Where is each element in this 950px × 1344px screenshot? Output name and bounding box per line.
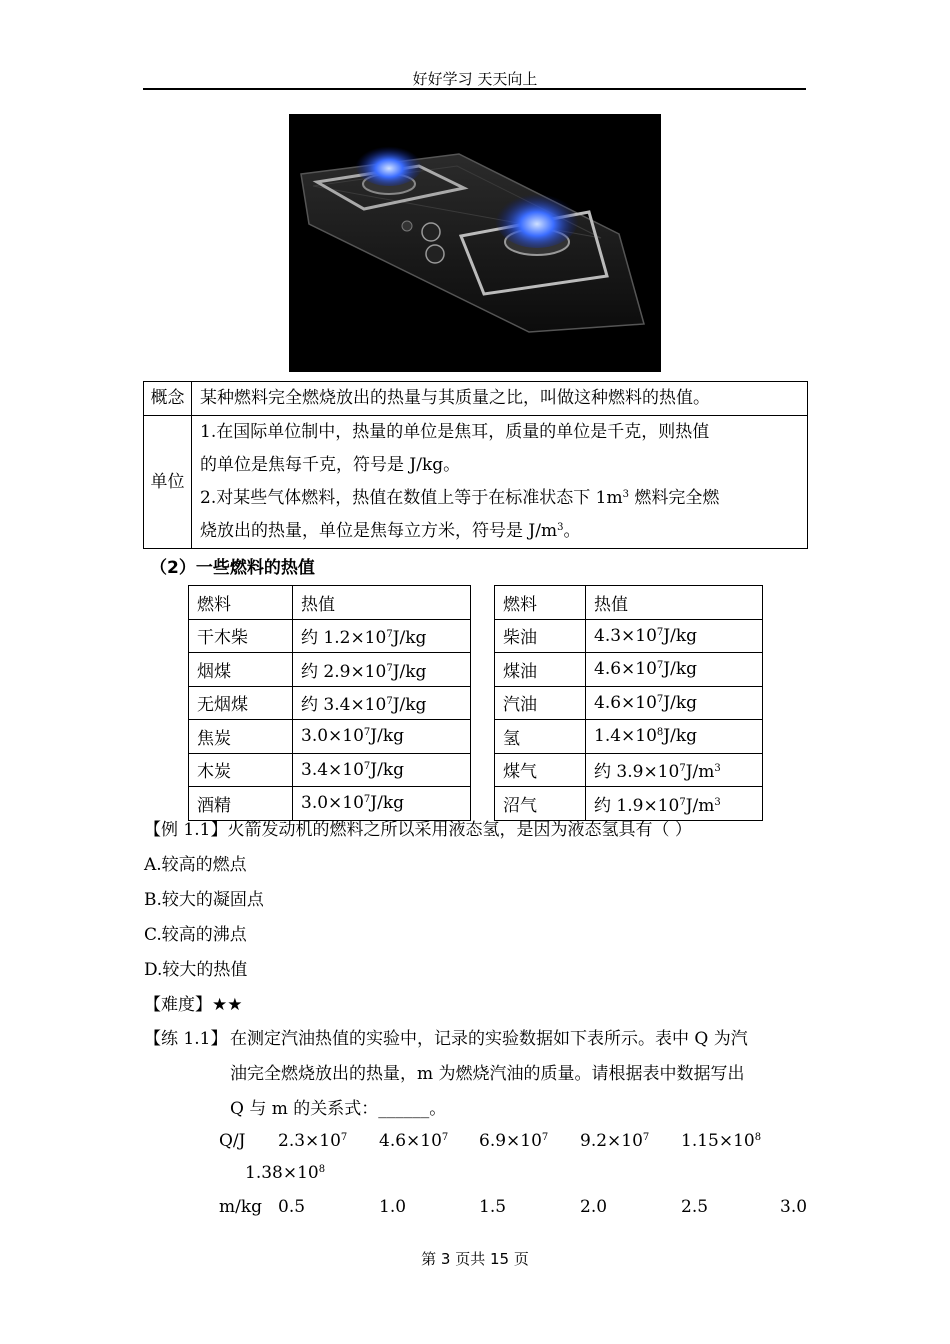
- heat-value: $1.4\times 10^8J/kg$: [586, 720, 763, 754]
- q-value-4: $9.2\times 10^7$: [580, 1131, 650, 1151]
- option-c: C.较高的沸点: [144, 925, 247, 945]
- heat-value: $3.0\times 10^7J/kg$: [293, 720, 471, 754]
- example-question: 【例 1.1】火箭发动机的燃料之所以采用液态氢，是因为液态氢具有（ ）: [144, 820, 692, 840]
- fuel-name: 煤油: [495, 653, 586, 687]
- fuel-table-left: [188, 585, 471, 821]
- table-row: [189, 619, 471, 653]
- column-header: 燃料: [495, 586, 586, 620]
- table-row: [495, 653, 763, 687]
- option-d: D.较大的热值: [144, 960, 248, 980]
- unit-line-1: 1.在国际单位制中，热量的单位是焦耳，质量的单位是千克，则热值: [200, 422, 710, 442]
- practice-line-1: 在测定汽油热值的实验中，记录的实验数据如下表所示。表中 Q 为汽: [230, 1029, 748, 1049]
- m-data-row: [0, 1197, 950, 1221]
- fuel-name: 汽油: [495, 686, 586, 720]
- fuel-name: 干木柴: [189, 619, 293, 653]
- m-value-5: 2.5: [681, 1197, 709, 1217]
- section-title: （2）一些燃料的热值: [150, 558, 315, 578]
- gas-stove-photo: [289, 114, 661, 372]
- table-row: [495, 619, 763, 653]
- unit-label: 单位: [144, 416, 192, 549]
- difficulty: [144, 988, 242, 1023]
- unit-line-3: 2.对某些气体燃料，热值在数值上等于在标准状态下 $1m^3$ 燃料完全燃: [200, 488, 720, 508]
- heat-value: $4.6\times 10^7J/kg$: [586, 653, 763, 687]
- heat-value: $4.3\times 10^7J/kg$: [586, 619, 763, 653]
- heat-value: $4.6\times 10^7J/kg$: [586, 686, 763, 720]
- q-value-1: $2.3\times 10^7$: [278, 1131, 348, 1151]
- fuel-name: 焦炭: [189, 720, 293, 754]
- fuel-name: 木炭: [189, 753, 293, 787]
- m-value-4: 2.0: [580, 1197, 608, 1217]
- table-row: [189, 686, 471, 720]
- heat-value: 约 $1.2\times 10^7J/kg$: [293, 619, 471, 653]
- m-value-1: 0.5: [278, 1197, 306, 1217]
- heat-value: $3.0\times 10^7J/kg$: [293, 787, 471, 821]
- difficulty-label: 【难度】: [144, 995, 212, 1015]
- fuel-name: 无烟煤: [189, 686, 293, 720]
- practice-line-2: 油完全燃烧放出的热量，m 为燃烧汽油的质量。请根据表中数据写出: [230, 1064, 745, 1084]
- practice-line-3: Q 与 m 的关系式：______。: [230, 1099, 447, 1119]
- m-value-3: 1.5: [479, 1197, 507, 1217]
- practice-label: 【练 1.1】: [144, 1029, 228, 1049]
- fuel-name: 烟煤: [189, 653, 293, 687]
- table-header-row: [495, 586, 763, 620]
- q-value-6: $1.38\times 10^8$: [245, 1163, 326, 1183]
- heat-value: $3.4\times 10^7J/kg$: [293, 753, 471, 787]
- table-row: [189, 653, 471, 687]
- heat-value-concept-table: [143, 381, 808, 549]
- fuel-name: 沼气: [495, 787, 586, 821]
- option-b: B.较大的凝固点: [144, 890, 264, 910]
- fuel-name: 酒精: [189, 787, 293, 821]
- table-row: [189, 753, 471, 787]
- q-label: Q/J: [219, 1131, 246, 1151]
- q-data-row: [0, 1131, 950, 1155]
- header-divider: [143, 88, 806, 90]
- page-header: 好好学习 天天向上: [412, 70, 538, 88]
- q-value-5: $1.15\times 10^8$: [681, 1131, 762, 1151]
- unit-line-4: 烧放出的热量，单位是焦每立方米，符号是 $J/m^3$。: [200, 521, 581, 541]
- m-label: m/kg: [219, 1197, 263, 1217]
- unit-description: [192, 416, 808, 549]
- fuel-name: 氢: [495, 720, 586, 754]
- heat-value: 约 $3.9\times 10^7J/m^3$: [586, 753, 763, 787]
- fuel-name: 煤气: [495, 753, 586, 787]
- heat-value: 约 $3.4\times 10^7J/kg$: [293, 686, 471, 720]
- heat-value: 约 $2.9\times 10^7J/kg$: [293, 653, 471, 687]
- table-row: [189, 720, 471, 754]
- table-row: [495, 720, 763, 754]
- column-header: 热值: [586, 586, 763, 620]
- page-footer: 第 3 页共 15 页: [421, 1250, 529, 1268]
- m-value-2: 1.0: [379, 1197, 407, 1217]
- fuel-name: 柴油: [495, 619, 586, 653]
- concept-text: 某种燃料完全燃烧放出的热量与其质量之比，叫做这种燃料的热值。: [192, 382, 808, 416]
- fuel-table-right: [494, 585, 763, 821]
- difficulty-stars: ★★: [212, 995, 243, 1015]
- option-a: A.较高的燃点: [144, 855, 247, 875]
- m-value-6: 3.0: [780, 1197, 808, 1217]
- column-header: 燃料: [189, 586, 293, 620]
- table-row: [495, 686, 763, 720]
- heat-value: 约 $1.9\times 10^7J/m^3$: [586, 787, 763, 821]
- q-value-3: $6.9\times 10^7$: [479, 1131, 549, 1151]
- table-row: [495, 753, 763, 787]
- concept-label: 概念: [144, 382, 192, 416]
- q-value-2: $4.6\times 10^7$: [379, 1131, 449, 1151]
- table-header-row: [189, 586, 471, 620]
- column-header: 热值: [293, 586, 471, 620]
- unit-line-2: 的单位是焦每千克，符号是 J/kg。: [200, 455, 461, 475]
